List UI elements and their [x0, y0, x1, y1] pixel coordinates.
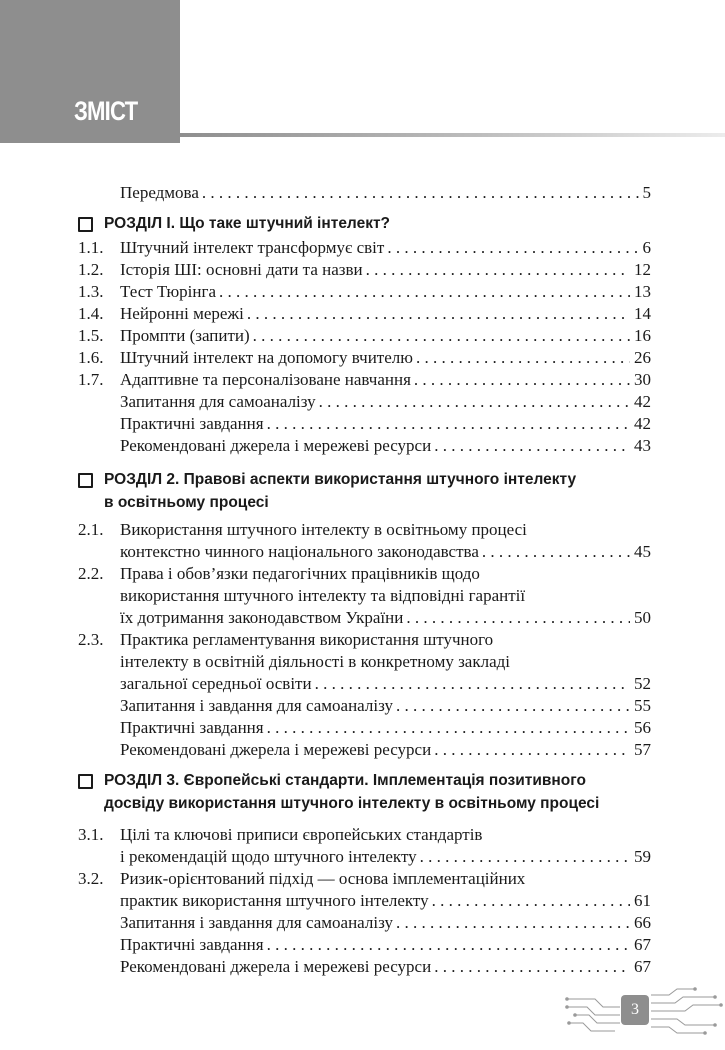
- header-rule: [180, 133, 725, 137]
- leader-dots: [432, 890, 630, 912]
- toc-entry-page: 42: [634, 392, 651, 411]
- toc-entry[interactable]: [78, 303, 651, 325]
- leader-dots: [219, 281, 630, 303]
- toc-entry-page: 16: [634, 326, 651, 345]
- toc-entry-text: Нейронні мережі: [120, 304, 244, 323]
- toc-entry-number: 1.1.: [78, 238, 104, 257]
- toc-entry-intro[interactable]: [78, 182, 651, 204]
- leader-dots: [267, 717, 630, 739]
- section-title-line: РОЗДІЛ 3. Європейські стандарти. Імплементація позитивного: [104, 772, 586, 789]
- toc-entry-text: використання штучного інтелекту та відповідні гарантії: [120, 586, 526, 605]
- toc-entry-number: 3.2.: [78, 869, 104, 888]
- toc-entry-page: 67: [634, 957, 651, 976]
- toc-entry-text: і рекомендацій щодо штучного інтелекту: [120, 847, 417, 866]
- leader-dots: [434, 956, 630, 978]
- toc-entry-cont[interactable]: [78, 890, 651, 912]
- toc-entry-page: 56: [634, 718, 651, 737]
- toc-entry-text: інтелекту в освітній діяльності в конкретному закладі: [120, 652, 511, 671]
- toc-entry-text: Рекомендовані джерела і мережеві ресурси: [120, 957, 432, 976]
- leader-dots: [247, 303, 630, 325]
- toc-entry[interactable]: [78, 695, 651, 717]
- toc-entry-text: Рекомендовані джерела і мережеві ресурси: [120, 740, 432, 759]
- toc-entry-page: 13: [634, 282, 651, 301]
- section-title-line: в освітньому процесі: [104, 494, 269, 511]
- toc-entry-page: 57: [634, 740, 651, 759]
- toc-entry-text: Запитання і завдання для самоаналізу: [120, 696, 393, 715]
- toc-entry-text: загальної середньої освіти: [120, 674, 312, 693]
- toc-entry-text: Передмова: [120, 183, 199, 202]
- toc-entry-text: контекстно чинного національного законодавства: [120, 542, 479, 561]
- leader-dots: [434, 435, 630, 457]
- toc-entry-text: Практичні завдання: [120, 935, 264, 954]
- toc-entry-number: 2.3.: [78, 630, 104, 649]
- toc-entry-text: Практичні завдання: [120, 414, 264, 433]
- checkbox-icon: [78, 217, 93, 232]
- checkbox-icon: [78, 473, 93, 488]
- toc-entry-page: 52: [634, 674, 651, 693]
- toc-entry-page: 26: [634, 348, 651, 367]
- leader-dots: [366, 259, 630, 281]
- page-number: 3: [621, 995, 649, 1025]
- toc-entry-cont[interactable]: [78, 673, 651, 695]
- toc-entry-text: Використання штучного інтелекту в освітньому процесі: [120, 520, 527, 539]
- toc-entry[interactable]: [78, 325, 651, 347]
- leader-dots: [482, 541, 630, 563]
- toc-entry-page: 66: [634, 913, 651, 932]
- toc-entry-text: Штучний інтелект трансформує світ: [120, 238, 385, 257]
- toc-entry[interactable]: [78, 824, 651, 846]
- toc-entry[interactable]: [78, 563, 651, 585]
- leader-dots: [434, 739, 630, 761]
- toc-entry[interactable]: [78, 369, 651, 391]
- leader-dots: [319, 391, 630, 413]
- toc-entry-cont[interactable]: [78, 846, 651, 868]
- toc-entry-number: 1.3.: [78, 282, 104, 301]
- toc-entry[interactable]: [78, 519, 651, 541]
- toc-entry[interactable]: [78, 259, 651, 281]
- leader-dots: [387, 237, 638, 259]
- section-title-line: РОЗДІЛ 2. Правові аспекти використання штучного інтелекту: [104, 471, 577, 488]
- toc-entry-number: 1.4.: [78, 304, 104, 323]
- toc-entry-page: 5: [642, 183, 651, 202]
- toc-entry-text: Запитання для самоаналізу: [120, 392, 316, 411]
- toc-entry-page: 12: [634, 260, 651, 279]
- toc-entry-cont[interactable]: [78, 651, 651, 673]
- section-title: РОЗДІЛ І. Що таке штучний інтелект?: [104, 215, 391, 232]
- toc-entry-text: Практика регламентування використання штучного: [120, 630, 494, 649]
- toc-entry-text: Адаптивне та персоналізоване навчання: [120, 370, 411, 389]
- toc-entry-page: 67: [634, 935, 651, 954]
- toc-entry-text: Практичні завдання: [120, 718, 264, 737]
- toc-entry-text: Ризик-орієнтований підхід — основа імплементаційних: [120, 869, 526, 888]
- leader-dots: [420, 846, 630, 868]
- toc-entry-page: 30: [634, 370, 651, 389]
- toc-entry-number: 2.2.: [78, 564, 104, 583]
- toc-entry[interactable]: [78, 912, 651, 934]
- toc-entry-page: 55: [634, 696, 651, 715]
- toc-entry-page: 42: [634, 414, 651, 433]
- section-title-line: досвіду використання штучного інтелекту в освітньому процесі: [104, 795, 600, 812]
- page-title: ЗМІСТ: [74, 96, 138, 126]
- toc-entry-number: 2.1.: [78, 520, 104, 539]
- leader-dots: [267, 413, 630, 435]
- toc-entry[interactable]: [78, 717, 651, 739]
- toc-entry-number: 1.2.: [78, 260, 104, 279]
- toc-entry-page: 61: [634, 891, 651, 910]
- toc-entry-page: 6: [642, 238, 651, 257]
- toc-entry-number: 3.1.: [78, 825, 104, 844]
- toc-entry[interactable]: [78, 237, 651, 259]
- toc-entry-page: 50: [634, 608, 651, 627]
- toc-entry[interactable]: [78, 868, 651, 890]
- leader-dots: [396, 912, 630, 934]
- leader-dots: [267, 934, 630, 956]
- leader-dots: [396, 695, 630, 717]
- toc-entry-text: Промпти (запити): [120, 326, 250, 345]
- toc-entry[interactable]: [78, 391, 651, 413]
- toc-entry-page: 43: [634, 436, 651, 455]
- toc-entry-text: Рекомендовані джерела і мережеві ресурси: [120, 436, 432, 455]
- toc-entry[interactable]: [78, 347, 651, 369]
- toc-entry[interactable]: [78, 413, 651, 435]
- toc-entry-text: Права і обов’язки педагогічних працівників щодо: [120, 564, 480, 583]
- leader-dots: [416, 347, 630, 369]
- toc-entry-text: практик використання штучного інтелекту: [120, 891, 429, 910]
- toc-entry[interactable]: [78, 739, 651, 761]
- toc-entry[interactable]: [78, 629, 651, 651]
- toc-entry-text: їх дотримання законодавством України: [120, 608, 404, 627]
- checkbox-icon: [78, 774, 93, 789]
- leader-dots: [406, 607, 630, 629]
- toc-entry-number: 1.6.: [78, 348, 104, 367]
- toc-entry[interactable]: [78, 435, 651, 457]
- toc-entry-cont[interactable]: [78, 541, 651, 563]
- toc-entry-number: 1.7.: [78, 370, 104, 389]
- toc-entry-cont[interactable]: [78, 607, 651, 629]
- toc-entry[interactable]: [78, 281, 651, 303]
- toc-entry-cont[interactable]: [78, 585, 651, 607]
- toc-entry-page: 59: [634, 847, 651, 866]
- leader-dots: [253, 325, 630, 347]
- toc-entry-page: 14: [634, 304, 651, 323]
- toc-entry-number: 1.5.: [78, 326, 104, 345]
- toc-entry[interactable]: [78, 934, 651, 956]
- toc-entry-text: Історія ШІ: основні дати та назви: [120, 260, 363, 279]
- toc-entry-text: Штучний інтелект на допомогу вчителю: [120, 348, 413, 367]
- toc-entry-page: 45: [634, 542, 651, 561]
- toc-entry-text: Запитання і завдання для самоаналізу: [120, 913, 393, 932]
- leader-dots: [315, 673, 630, 695]
- leader-dots: [202, 182, 639, 204]
- toc-entry-text: Тест Тюрінга: [120, 282, 217, 301]
- toc-entry[interactable]: [78, 956, 651, 978]
- leader-dots: [414, 369, 630, 391]
- toc-entry-text: Цілі та ключові приписи європейських стандартів: [120, 825, 483, 844]
